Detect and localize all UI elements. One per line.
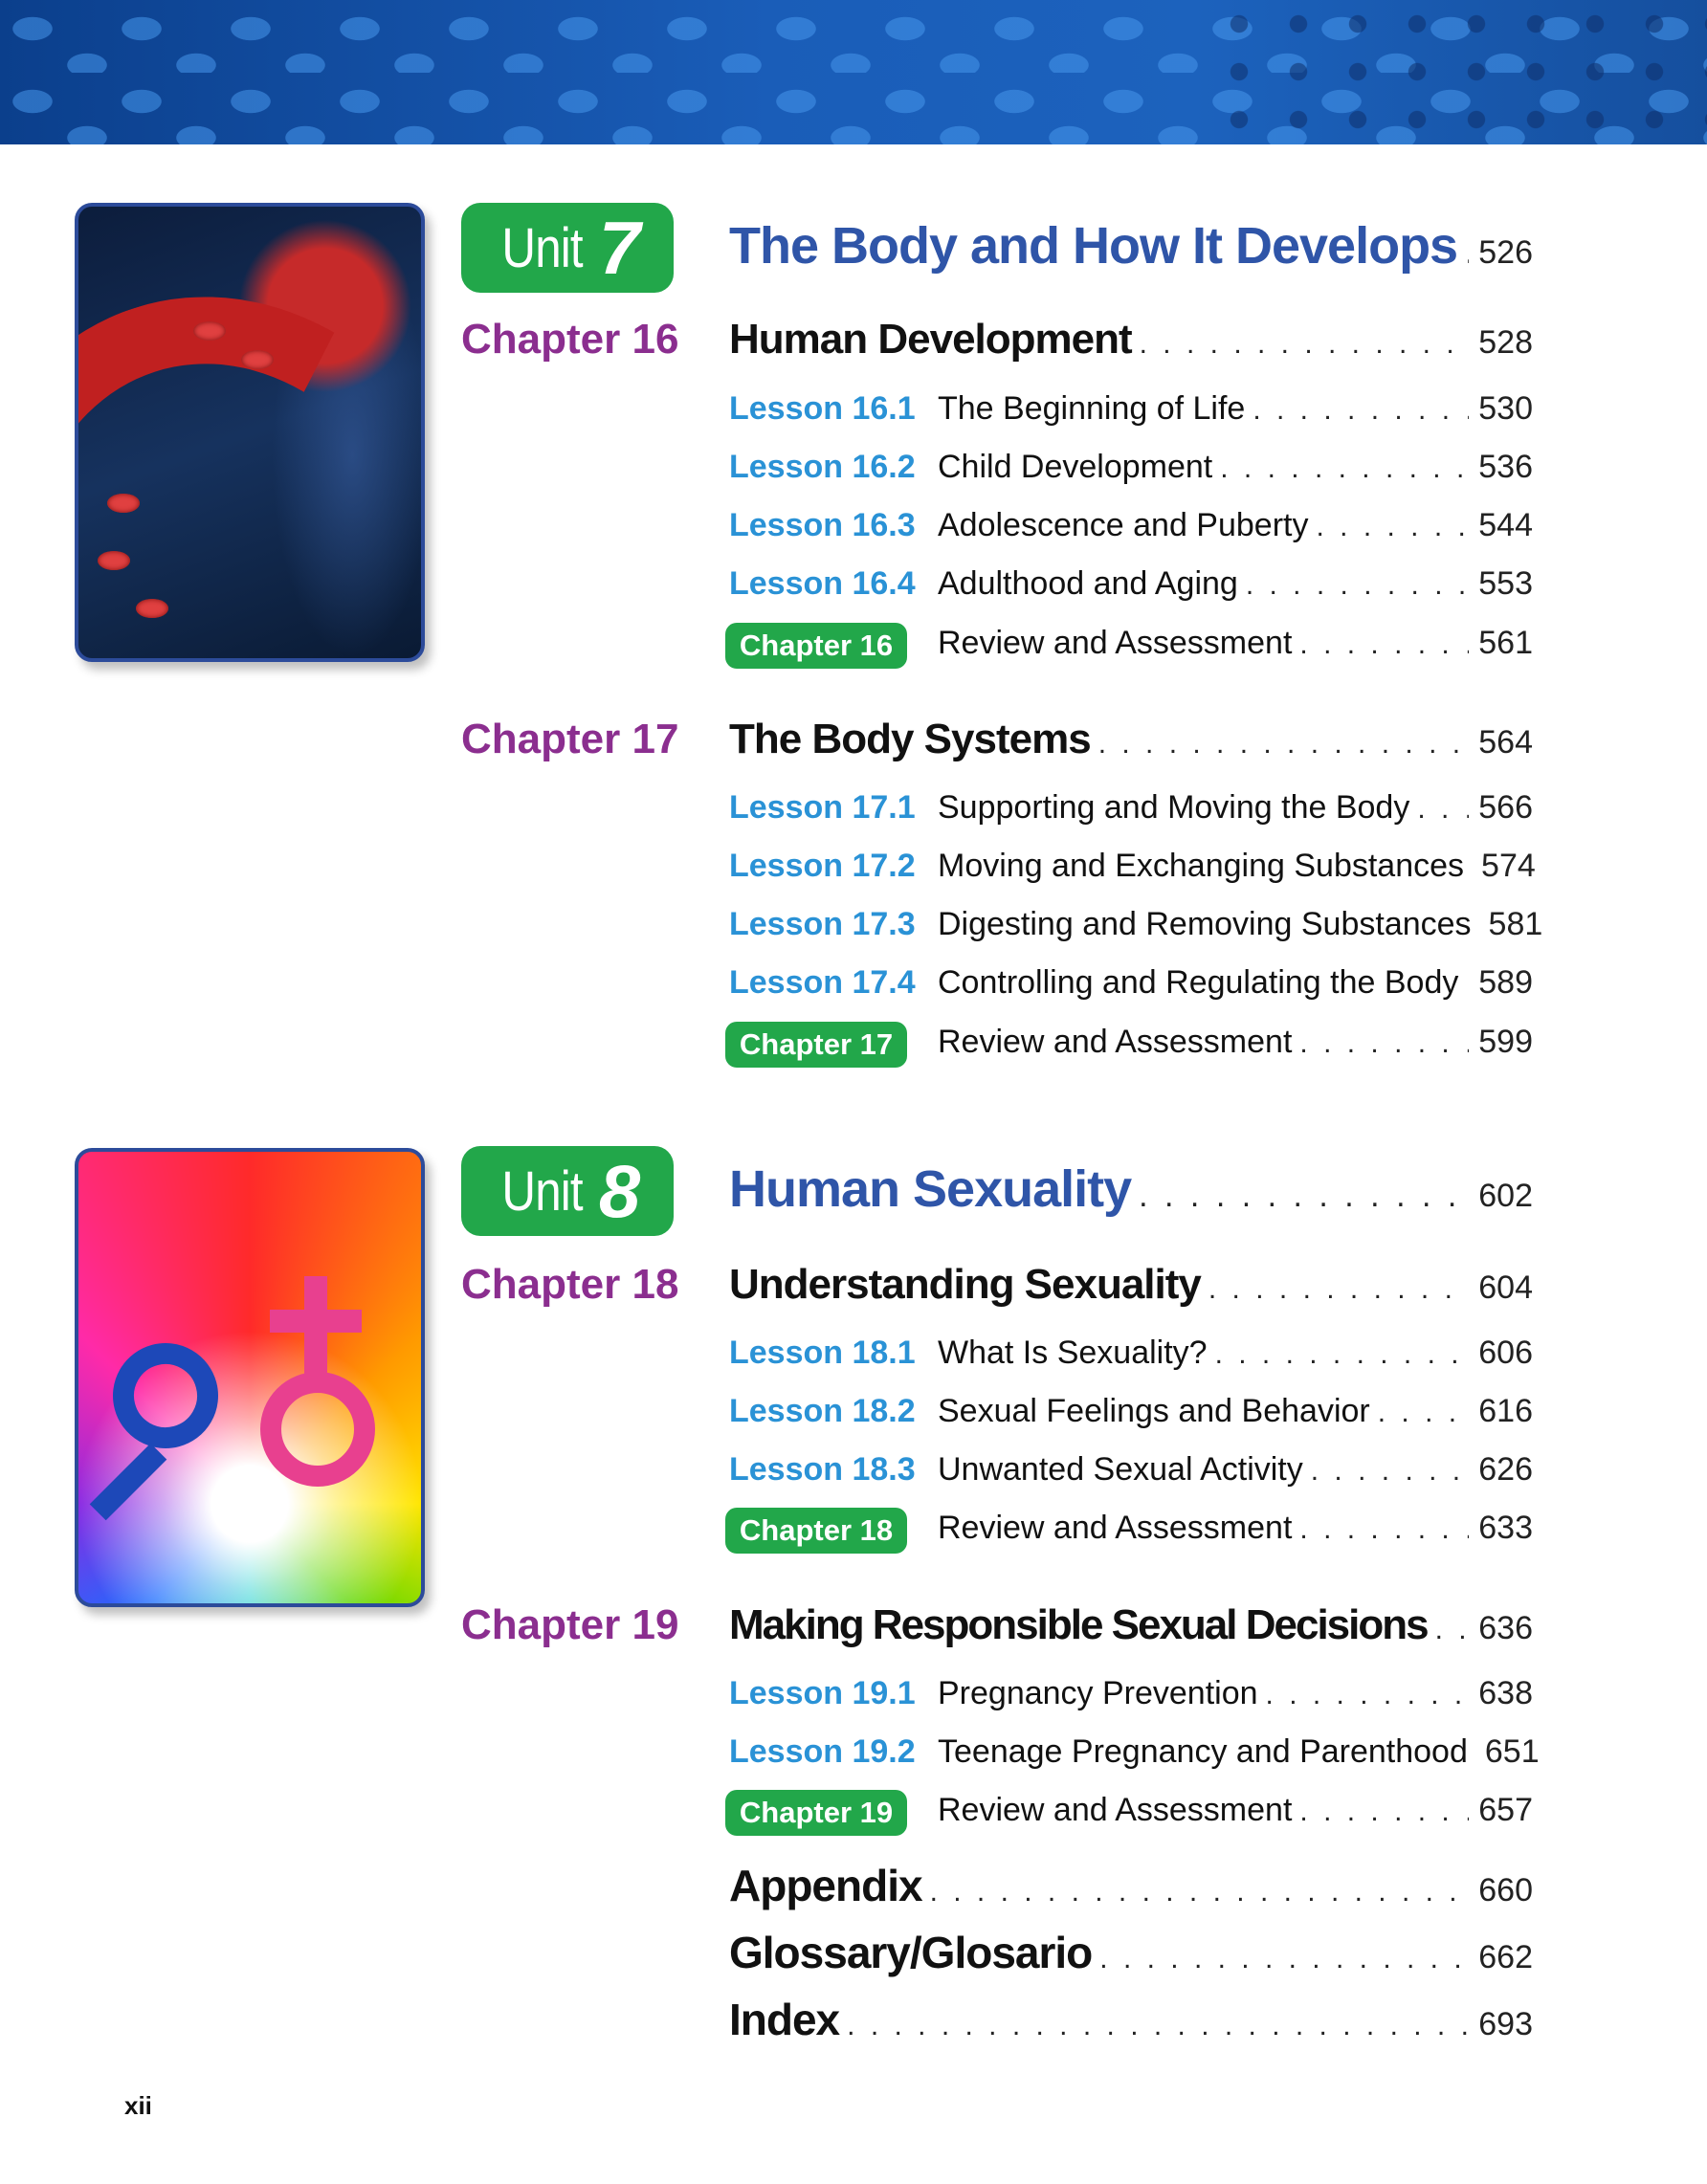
dot-leader [930, 1876, 1470, 1908]
unit-8-badge [461, 1146, 674, 1236]
lesson-17-2-row[interactable] [938, 848, 1536, 885]
review-title: Review and Assessment [938, 1510, 1293, 1546]
lesson-label: Lesson 17.3 [729, 906, 916, 942]
dot-leader [1316, 511, 1469, 543]
unit-8-image-gender-symbols [75, 1148, 425, 1607]
lesson-title: What Is Sexuality? [938, 1335, 1208, 1371]
back-matter-title: Glossary/Glosario [729, 1928, 1093, 1977]
lesson-title: Controlling and Regulating the Body [938, 964, 1459, 1001]
lesson-16-1-row[interactable] [938, 390, 1533, 428]
lesson-label: Lesson 19.2 [729, 1733, 916, 1770]
lesson-label: Lesson 16.3 [729, 507, 916, 543]
back-matter-title: Appendix [729, 1861, 922, 1910]
page-number: 616 [1478, 1393, 1533, 1429]
review-title: Review and Assessment [938, 1024, 1293, 1060]
dot-leader [847, 2010, 1469, 2042]
lesson-label: Lesson 16.2 [729, 449, 916, 485]
dot-leader [1253, 394, 1469, 427]
page-folio: xii [124, 2091, 152, 2120]
lesson-18-2-row[interactable] [938, 1393, 1533, 1430]
lesson-title: Teenage Pregnancy and Parenthood [938, 1733, 1468, 1770]
dot-leader [1311, 1455, 1470, 1488]
page-number: 589 [1478, 964, 1533, 1001]
lesson-label: Lesson 16.4 [729, 565, 916, 602]
blood-vessel-illustration [75, 226, 425, 662]
page-number: 606 [1478, 1335, 1533, 1371]
lesson-title: Pregnancy Prevention [938, 1675, 1258, 1711]
page-number: 626 [1478, 1451, 1533, 1488]
chapter-title: The Body Systems [729, 716, 1091, 762]
lesson-17-4-row[interactable] [938, 964, 1533, 1002]
lesson-label: Lesson 17.1 [729, 789, 916, 826]
unit-title: The Body and How It Develops [729, 217, 1458, 275]
dot-leader [1139, 1178, 1469, 1215]
blood-cell [98, 551, 130, 570]
lesson-19-1-row[interactable] [938, 1675, 1533, 1712]
lesson-label: Lesson 17.4 [729, 964, 916, 1001]
chapter-18-review-badge: Chapter 18 [725, 1508, 907, 1554]
lesson-16-3-row[interactable] [938, 507, 1533, 544]
chapter-18-label: Chapter 18 [461, 1261, 679, 1308]
blood-cell [136, 599, 168, 618]
appendix-row[interactable] [729, 1860, 1533, 1911]
unit-word: Unit [501, 216, 583, 279]
chapter-17-review-row[interactable] [938, 1024, 1533, 1061]
page-number: 599 [1478, 1024, 1533, 1060]
chapter-16-label: Chapter 16 [461, 316, 679, 363]
page-number: 633 [1478, 1510, 1533, 1546]
lesson-title: Unwanted Sexual Activity [938, 1451, 1303, 1488]
blood-cell [193, 321, 226, 341]
dot-leader [1220, 452, 1469, 485]
dot-leader [1299, 629, 1469, 661]
unit-title: Human Sexuality [729, 1160, 1132, 1218]
review-title: Review and Assessment [938, 1792, 1293, 1828]
page-number: 602 [1478, 1178, 1533, 1214]
dot-leader [1466, 968, 1469, 1001]
page-number: 536 [1478, 449, 1533, 485]
dot-leader [1299, 1796, 1469, 1828]
unit-8-title-row[interactable] [729, 1159, 1533, 1219]
unit-7-badge [461, 203, 674, 293]
header-banner [0, 0, 1707, 144]
dot-leader [1098, 728, 1470, 761]
page-number: 651 [1484, 1733, 1540, 1770]
dot-leader [1140, 328, 1470, 361]
chapter-17-label: Chapter 17 [461, 716, 679, 762]
dot-leader [1465, 234, 1469, 272]
chapter-18-review-row[interactable] [938, 1510, 1533, 1547]
blood-cell [241, 350, 274, 369]
page-number: 544 [1478, 507, 1533, 543]
page-number: 638 [1478, 1675, 1533, 1711]
lesson-label: Lesson 18.3 [729, 1451, 916, 1488]
chapter-title: Human Development [729, 316, 1132, 363]
dot-leader [1215, 1338, 1470, 1371]
lesson-title: The Beginning of Life [938, 390, 1246, 427]
dot-leader [1246, 569, 1469, 602]
lesson-16-2-row[interactable] [938, 449, 1533, 486]
page-number: 574 [1481, 848, 1536, 884]
lesson-label: Lesson 19.1 [729, 1675, 916, 1711]
lesson-label: Lesson 18.1 [729, 1335, 916, 1371]
page-number: 657 [1478, 1792, 1533, 1828]
page-number: 636 [1478, 1610, 1533, 1646]
blood-cell [107, 494, 140, 513]
page-number: 526 [1478, 234, 1533, 271]
lesson-title: Adolescence and Puberty [938, 507, 1309, 543]
page-number: 566 [1478, 789, 1533, 826]
index-row[interactable] [729, 1994, 1533, 2045]
chapter-17-review-badge: Chapter 17 [725, 1022, 907, 1068]
unit-number: 8 [598, 1148, 641, 1233]
lesson-17-3-row[interactable] [938, 906, 1543, 943]
page-number: 693 [1478, 2006, 1533, 2042]
chapter-18-title-row[interactable] [729, 1261, 1533, 1309]
lesson-title: Moving and Exchanging Substances [938, 848, 1465, 884]
dot-leader [1417, 793, 1469, 826]
unit-7-image-circulatory [75, 203, 425, 662]
review-title: Review and Assessment [938, 625, 1293, 661]
male-symbol-icon [101, 1332, 231, 1461]
chapter-19-review-badge: Chapter 19 [725, 1790, 907, 1836]
female-cross-bar-icon [270, 1310, 362, 1333]
page-number: 662 [1478, 1939, 1533, 1975]
lesson-17-1-row[interactable] [938, 789, 1533, 827]
page-number: 660 [1478, 1872, 1533, 1908]
back-matter-title: Index [729, 1995, 840, 2044]
lesson-title: Supporting and Moving the Body [938, 789, 1410, 826]
dot-leader [1299, 1513, 1469, 1546]
chapter-19-review-row[interactable] [938, 1792, 1533, 1829]
page-number: 530 [1478, 390, 1533, 427]
dot-leader [1266, 1679, 1470, 1711]
chapter-17-title-row[interactable] [729, 716, 1533, 763]
chapter-16-review-row[interactable] [938, 625, 1533, 662]
lesson-16-4-row[interactable] [938, 565, 1533, 603]
unit-number: 7 [598, 205, 641, 290]
lesson-title: Adulthood and Aging [938, 565, 1238, 602]
male-arrow-icon [90, 1444, 167, 1521]
dot-leader [1378, 1397, 1470, 1429]
unit-word: Unit [501, 1159, 583, 1223]
chapter-19-title-row[interactable] [729, 1601, 1533, 1649]
lesson-title: Child Development [938, 449, 1213, 485]
page-number: 553 [1478, 565, 1533, 602]
chapter-title: Understanding Sexuality [729, 1261, 1201, 1308]
page-number: 581 [1488, 906, 1543, 942]
lesson-19-2-row[interactable] [938, 1733, 1540, 1771]
chapter-16-review-badge: Chapter 16 [725, 623, 907, 669]
lesson-18-3-row[interactable] [938, 1451, 1533, 1489]
page-number: 604 [1478, 1269, 1533, 1306]
page-number: 528 [1478, 324, 1533, 361]
chapter-16-title-row[interactable] [729, 316, 1533, 364]
chapter-19-label: Chapter 19 [461, 1601, 679, 1648]
page-number: 561 [1478, 625, 1533, 661]
chapter-title: Making Responsible Sexual Decisions [729, 1601, 1428, 1648]
dot-leader [1099, 1943, 1469, 1975]
lesson-label: Lesson 16.1 [729, 390, 916, 427]
dot-leader [1299, 1027, 1469, 1060]
lesson-18-1-row[interactable] [938, 1335, 1533, 1372]
glossary-row[interactable] [729, 1927, 1533, 1978]
lesson-label: Lesson 18.2 [729, 1393, 916, 1429]
unit-7-title-row[interactable] [729, 216, 1533, 276]
dot-leader [1208, 1273, 1469, 1306]
lesson-label: Lesson 17.2 [729, 848, 916, 884]
dot-leader [1435, 1614, 1470, 1646]
female-symbol-icon [260, 1372, 375, 1487]
page-number: 564 [1478, 724, 1533, 761]
lesson-title: Sexual Feelings and Behavior [938, 1393, 1370, 1429]
lesson-title: Digesting and Removing Substances [938, 906, 1472, 942]
